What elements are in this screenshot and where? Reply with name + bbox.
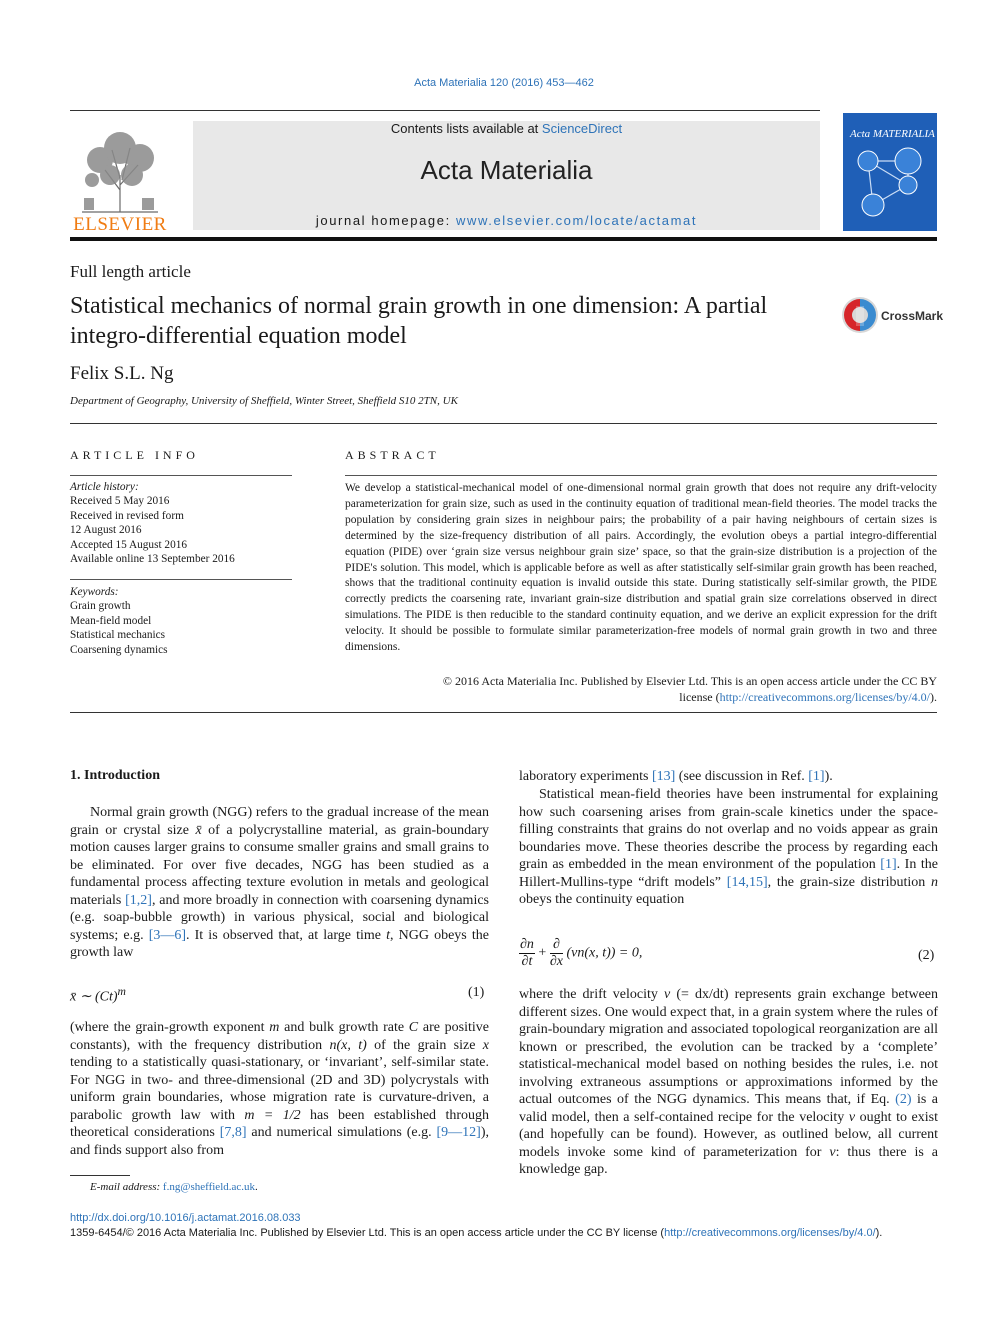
eq2-partial-2: ∂ [550, 937, 563, 954]
text-run: and bulk growth rate [279, 1020, 409, 1035]
ref-link-1b[interactable]: [1] [880, 857, 897, 872]
ref-link-3-6[interactable]: [3—6] [148, 927, 187, 943]
keyword-item: Grain growth [70, 600, 131, 613]
math-nxt: n(x, t) [329, 1037, 367, 1053]
math-v: v [664, 987, 671, 1002]
doi-link[interactable]: http://dx.doi.org/10.1016/j.actamat.2016.08.033 [70, 1212, 301, 1224]
eq1-expression: x̄ ∼ (Ct) [70, 989, 118, 1005]
keyword-item: Coarsening dynamics [70, 643, 168, 656]
text-run: tending to a statistically quasi-stationary, or ‘invariant’, self-similar state. For NGG in two- and three-dimensional (2D and 3D) polycrystals with uniform grain boundaries, whose migration rate is curvature-driven, a parabolic growth law with [70, 1055, 489, 1123]
text-run: Normal grain growth (NGG) refers to the gradual increase of the mean grain or crystal size [70, 805, 489, 838]
intro-paragraph-2 [70, 1019, 489, 1159]
text-run: , and more broadly in connection with coarsening dynamics (e.g. soap-bubble growth) in various physical, social and biological systems; e.g. [70, 892, 489, 943]
abstract-copyright [345, 673, 937, 705]
ref-link-7-8[interactable]: [7,8] [219, 1125, 247, 1140]
ref-link-9-12[interactable]: [9—12] [436, 1125, 481, 1140]
text-run: Statistical mean-field theories have been instrumental for explaining how such coarsening arises from grain-scale kinetics under the space-filling constraints that grains do not overlap and no voids appear as grain boundaries move. These theories describe the process by regarding each grain as embedded in the mean environment of the population [519, 787, 938, 872]
math-x: x [482, 1037, 490, 1053]
journal-citation[interactable]: Acta Materialia 120 (2016) 453—462 [414, 77, 594, 89]
header-top-rule [70, 110, 820, 111]
abstract-rule-top [345, 475, 937, 476]
eq2-plus: + [538, 945, 547, 961]
ref-link-1[interactable]: [1] [808, 769, 825, 784]
math-m: m [269, 1020, 280, 1035]
abstract-text: We develop a statistical-mechanical model of one-dimensional normal grain growth that does not require any drift-velocity parameterization for grain size, such as used in the continuity equation of traditional mean-field theories. The model tracks the population by considering grain sizes in neighbour pairs; the probability of a pair having neighbours of certain sizes is determined by the size-frequency distribution of all pairs. Accordingly, the evolution obeys a partial integro-differential equation (PIDE) over ‘grain size versus neighbour grain size’ space, so that the grain-size distribution is a projection of the PIDE's solution. This model, which is applicable before as well as after statistically self-similar grain growth has been reached, shows that the traditional continuity equation is invalid outside this state. During statistically self-similar growth, the PIDE correctly predicts the coarsening rate, invariant grain-size distribution and spatial grain size correlations observed in direct simulations. The PIDE is then reducible to the standard continuity equation, and we derive an explicit expression for the drift velocity. It should be possible to formulate similar parameterization-free models of normal grain growth in two and three dimensions. [345, 482, 937, 654]
sciencedirect-link[interactable]: ScienceDirect [541, 121, 623, 136]
eq2-dt: ∂t [521, 954, 533, 969]
homepage-link[interactable]: www.elsevier.com/locate/actamat [456, 213, 698, 228]
copyright-prefix: license ( [679, 690, 720, 704]
contents-prefix: Contents lists available at [390, 121, 542, 136]
text-run: of a polycrystalline material, as grain-boundary motion causes larger grains to consume smaller grains and small grains to be eliminated. For over five decades, NGG has been studied as a fundamental process affecting texture evolution in metals and geological materials [70, 822, 490, 908]
math-xbar: x̄ [195, 822, 202, 838]
eq2-dx: ∂x [549, 954, 563, 969]
ref-link-14-15[interactable]: [14,15] [726, 874, 768, 890]
intro-paragraph-1 [70, 804, 489, 962]
equation-1-number: (1) [468, 985, 485, 1000]
text-run: (where the grain-growth exponent [70, 1020, 270, 1035]
text-run: (= dx/dt) represents grain exchange between different sizes. One would expect that, in a grain system where the rules of grain-boundary migration and associated topological reorganization are all known or prescribed, the evolution can be tracked by a ‘complete’ statistical-mechanical model based on nothing besides the rules, i.e. not involving extraneous assumptions or approximations informed by the actual outcomes of the NGG dynamics. This means that, if Eq. [519, 987, 938, 1107]
footnote-rule [70, 1175, 130, 1176]
text-run: is a valid model, then a self-contained recipe for the velocity [519, 1092, 939, 1125]
text-run: ). [824, 769, 833, 784]
footnote-email [90, 1181, 258, 1193]
text-run: where the drift velocity [519, 987, 665, 1002]
eq2-partial: ∂ [520, 937, 527, 952]
article-info-heading: ARTICLE INFO [70, 448, 199, 462]
article-type: Full length article [70, 262, 191, 281]
math-c: C [408, 1020, 419, 1035]
text-run: . In the Hillert-Mullins-type “drift models” [519, 857, 938, 890]
history-item: Received 5 May 2016 [70, 495, 170, 508]
right-paragraph-continued [519, 768, 938, 786]
ref-link-13[interactable]: [13] [651, 769, 676, 784]
right-paragraph-1 [519, 786, 938, 909]
equation-1 [70, 985, 489, 1006]
keywords-list [70, 585, 168, 657]
author-name[interactable]: Felix S.L. Ng [70, 363, 174, 384]
issn-line [70, 1227, 882, 1239]
copyright-line-2 [345, 689, 937, 705]
header-thick-rule [70, 237, 937, 241]
math-m-half: m = 1/2 [244, 1107, 301, 1123]
history-item: 12 August 2016 [70, 524, 142, 537]
article-info-rule-mid [70, 579, 292, 580]
issn-end: ). [875, 1227, 883, 1239]
history-label: Article history: [70, 481, 139, 493]
text-run: ought to exist (and hopefully can be found). However, as outlined below, all current models invoke some kind of parameterization for [519, 1109, 938, 1160]
text-run: , the grain-size distribution [767, 874, 931, 890]
homepage-prefix: journal homepage: [315, 213, 457, 228]
text-run: , NGG obeys the growth law [70, 927, 489, 960]
keyword-item: Statistical mechanics [70, 629, 166, 642]
author-affiliation: Department of Geography, University of Sheffield, Winter Street, Sheffield S10 2TN, UK [70, 395, 458, 407]
abstract-heading: ABSTRACT [345, 448, 440, 462]
eq2-rest: (vn(x, t)) = 0, [566, 945, 643, 961]
equation-2-number: (2) [918, 948, 935, 963]
math-n: n [931, 874, 938, 890]
email-link[interactable]: f.ng@sheffield.ac.uk [162, 1181, 256, 1193]
affiliation-rule [70, 423, 937, 424]
eq2-ref-link[interactable]: (2) [895, 1092, 912, 1107]
contents-line [193, 121, 820, 136]
homepage-line [193, 213, 820, 228]
footnote-end: . [255, 1181, 258, 1193]
abstract-rule-bottom [70, 712, 937, 713]
eq2-n: n [526, 937, 534, 952]
journal-name: Acta Materialia [420, 155, 593, 185]
eq2-frac-dn-dt [519, 937, 535, 970]
text-run: and numerical simulations (e.g. [246, 1125, 437, 1140]
text-run: has been established through theoretical considerations [70, 1107, 489, 1140]
text-run: : thus there is a knowledge gap. [519, 1144, 938, 1177]
text-run: laboratory experiments [519, 769, 652, 784]
ref-link-1-2[interactable]: [1,2] [125, 892, 152, 908]
elsevier-wordmark: ELSEVIER [73, 214, 167, 235]
issn-text: 1359-6454/© 2016 Acta Materialia Inc. Published by Elsevier Ltd. This is an open access article under the CC BY license ( [70, 1227, 665, 1239]
equation-2 [519, 937, 642, 970]
cover-title: Acta MATERIALIA [850, 128, 935, 140]
math-v: v [848, 1109, 856, 1125]
text-run: ), and finds support also from [70, 1125, 489, 1158]
math-t: t [386, 927, 391, 943]
article-title: Statistical mechanics of normal grain growth in one dimension: A partial integro-differential equation model [70, 293, 768, 349]
copyright-line-1: © 2016 Acta Materialia Inc. Published by Elsevier Ltd. This is an open access article under the CC BY [442, 674, 937, 688]
text-run: are positive constants), with the frequency distribution [70, 1020, 489, 1053]
keyword-item: Mean-field model [70, 614, 152, 627]
math-v: v [829, 1144, 836, 1160]
copyright-suffix: ). [930, 690, 937, 704]
introduction-heading: 1. Introduction [70, 768, 160, 783]
footer-license-link[interactable]: http://creativecommons.org/licenses/by/4.0/ [664, 1227, 876, 1239]
history-item: Accepted 15 August 2016 [70, 538, 188, 551]
crossmark-icon[interactable] [841, 296, 879, 334]
eq1-exponent: m [117, 985, 126, 998]
article-history [70, 480, 235, 566]
text-run: of the grain size [366, 1037, 483, 1053]
crossmark-label[interactable]: CrossMark [881, 309, 944, 323]
text-run: . It is observed that, at large time [186, 927, 387, 943]
text-run: obeys the continuity equation [519, 892, 685, 907]
right-paragraph-2 [519, 986, 938, 1179]
eq2-frac-d-dx [550, 937, 563, 970]
cc-license-link[interactable]: http://creativecommons.org/licenses/by/4.0/ [719, 690, 930, 704]
article-info-rule-top [70, 475, 292, 476]
history-item: Received in revised form [70, 509, 184, 522]
keywords-label: Keywords: [70, 586, 119, 598]
text-run: (see discussion in Ref. [675, 769, 809, 784]
history-item: Available online 13 September 2016 [70, 553, 235, 566]
footnote-label: E-mail address: [90, 1181, 163, 1193]
